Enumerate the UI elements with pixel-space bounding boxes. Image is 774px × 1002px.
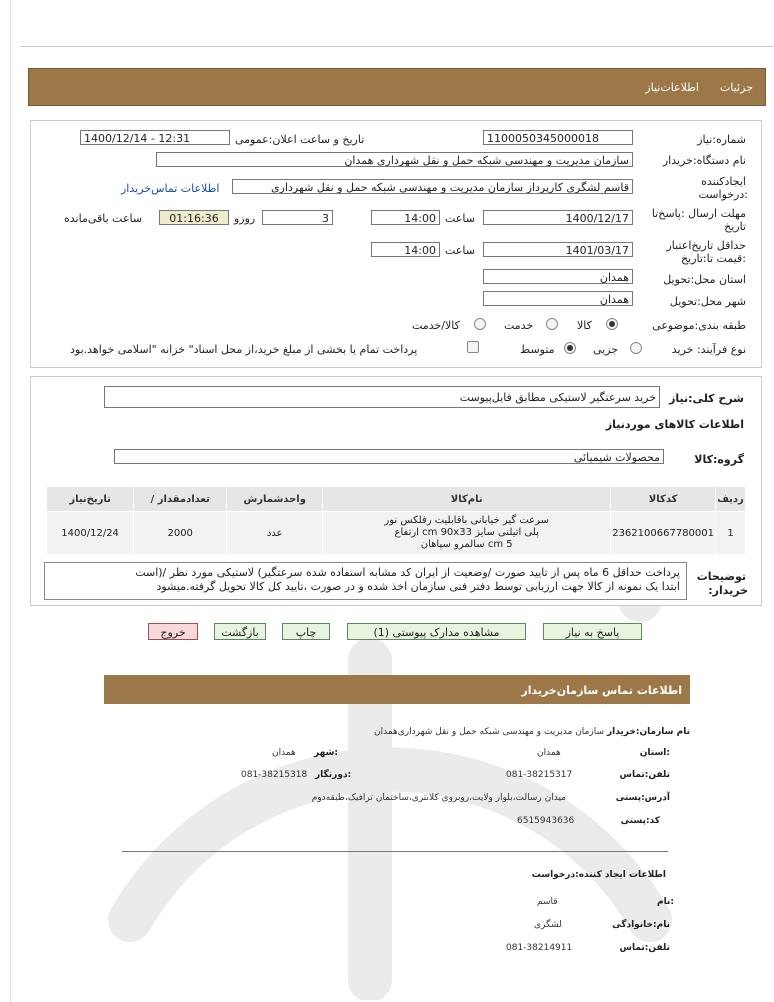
days-field: 3 — [262, 210, 333, 225]
category-service-label: خدمت — [504, 319, 534, 332]
process-medium-radio[interactable] — [564, 342, 576, 354]
creator-family-label: نام:خانوادگی — [612, 920, 670, 930]
postal-value: 6515943636 — [517, 816, 575, 826]
deadline-date-field: 1400/12/17 — [483, 210, 633, 225]
validity-label-2: قیمت تا:تاریخ: — [681, 252, 746, 265]
creator-name-label: نام: — [657, 897, 674, 907]
process-minor-label: جزیی — [593, 343, 619, 356]
validity-time-label: ساعت — [445, 244, 475, 257]
validity-time-field: 14:00 — [371, 242, 440, 257]
contact-title: اطلاعات تماس سازمان‌خریدار — [521, 684, 682, 697]
category-service-radio[interactable] — [546, 318, 558, 330]
goods-group-label: گروه:کالا — [694, 453, 744, 466]
tab-need-info[interactable]: اطلاعات‌نیاز — [645, 81, 699, 94]
row-name-line-2: پلی اتیلنی سایز cm 90x33 ارتفاع — [394, 527, 539, 538]
process-minor-radio[interactable] — [630, 342, 642, 354]
announce-field: 1400/12/14 - 12:31 — [80, 130, 230, 145]
city-label: شهر محل:تحویل — [669, 295, 746, 308]
need-number-field: 1100050345000018 — [483, 130, 633, 145]
col-row: ردیف — [716, 487, 746, 512]
deadline-time-label: ساعت — [445, 212, 475, 225]
deadline-label-1: مهلت ارسال :پاسخ‌تا — [651, 207, 746, 220]
contact-fax-value: 081-38215318 — [241, 770, 308, 780]
creator-phone-value: 081-38214911 — [506, 943, 573, 953]
contact-city-value: همدان — [272, 748, 296, 758]
postal-label: کد:پستی — [620, 816, 660, 826]
goods-section-title: اطلاعات کالاهای موردنیاز — [605, 418, 744, 431]
row-qty: 2000 — [134, 512, 227, 555]
contact-city-label: شهر: — [314, 748, 338, 758]
notes-label-1: توضیحات — [696, 570, 746, 583]
back-button[interactable]: بازگشت — [214, 623, 266, 640]
validity-label-1: حداقل تاریخ‌اعتبار — [666, 239, 746, 252]
buyer-org-label: نام دستگاه:خریدار — [662, 154, 746, 167]
days-label: روزو — [234, 212, 256, 225]
creator-label-2: درخواست: — [698, 188, 748, 201]
process-label: نوع فرآیند: خرید — [671, 343, 746, 356]
left-border — [10, 0, 11, 1002]
creator-name-value: قاسم — [537, 897, 558, 907]
buyer-notes-box — [44, 562, 687, 600]
col-unit: واحدشمارش — [227, 487, 323, 512]
row-index: 1 — [716, 512, 746, 555]
row-name-line-3: 5 cm سالمرو سپاهان — [420, 539, 513, 550]
table-row — [47, 512, 746, 555]
reply-button[interactable]: پاسخ به نیاز — [543, 623, 642, 640]
validity-date-field: 1401/03/17 — [483, 242, 633, 257]
creator-info-title: اطلاعات ایجاد کننده:درخواست — [531, 870, 666, 880]
col-qty: تعدادمقدار / — [134, 487, 227, 512]
goods-table — [46, 486, 746, 555]
need-number-label: شماره:نیاز — [697, 133, 746, 146]
row-name — [323, 512, 611, 555]
creator-label-1: ایجادکننده — [701, 175, 746, 188]
deadline-time-field: 14:00 — [371, 210, 440, 225]
buyer-org-field: سازمان مدیریت و مهندسی شبکه حمل و نقل شهرداری همدان — [156, 152, 633, 167]
category-goods-label: کالا — [577, 319, 592, 332]
exit-button[interactable]: خروج — [148, 623, 198, 640]
contact-fax-label: دورنگار: — [315, 770, 352, 780]
province-field: همدان — [483, 269, 633, 284]
remaining-label: ساعت باقی‌مانده — [64, 212, 143, 225]
contact-header-bar — [104, 675, 690, 704]
creator-family-value: لشگری — [534, 920, 562, 930]
category-label: طبقه بندی:موضوعی — [652, 319, 746, 332]
details-header-bar — [28, 68, 766, 106]
goods-table-header — [47, 487, 746, 512]
row-name-line-1: سرعت گیر خیابانی باقابلیت رفلکس نور — [384, 515, 550, 526]
notes-line-1: پرداخت حداقل 6 ماه پس از تایید صورت /وضعیت از ایران کد مشابه استفاده شده سرعتگیر) لاستیکی مورد نظر /(است — [135, 566, 680, 579]
deadline-label-2: تاریخ — [724, 220, 746, 233]
print-button[interactable]: چاپ — [282, 623, 330, 640]
goods-table-wrap — [46, 486, 746, 555]
row-date: 1400/12/24 — [47, 512, 134, 555]
category-goods-service-label: کالا/خدمت — [412, 319, 460, 332]
contact-province-value: همدان — [537, 748, 561, 758]
contact-province-label: استان: — [639, 748, 670, 758]
org-value: سازمان مدیریت و مهندسی شبکه حمل و نقل شهرداری‌همدان — [373, 727, 604, 737]
buyer-contact-link[interactable]: اطلاعات تماس‌خریدار — [121, 182, 220, 195]
row-code: 2362100667780001 — [611, 512, 716, 555]
province-label: استان محل:تحویل — [663, 273, 746, 286]
remaining-timer: 01:16:36 — [159, 210, 229, 225]
creator-phone-label: تلفن:تماس — [619, 943, 670, 953]
col-date: تاریخ‌نیاز — [47, 487, 134, 512]
top-divider — [20, 46, 774, 47]
treasury-payment-checkbox[interactable] — [467, 341, 479, 353]
tab-details[interactable]: جزئیات — [720, 81, 753, 94]
notes-label-2: :خریدار — [708, 584, 748, 597]
attachments-button[interactable]: مشاهده مدارک پیوستی (1) — [347, 623, 526, 640]
treasury-payment-note: پرداخت تمام یا بخشی از مبلغ خرید،از محل اسناد" خزانه "اسلامی خواهد.بود — [70, 343, 418, 356]
goods-group-field: محصولات شیمیائی — [114, 449, 664, 464]
org-label: نام سازمان:خریدار — [606, 727, 690, 737]
row-unit: عدد — [227, 512, 323, 555]
summary-field: خرید سرعتگیر لاستیکی مطابق فایل‌پیوست — [104, 386, 660, 408]
notes-line-2: ابتدا یک نمونه از کالا جهت ارزیابی توسط دفتر فنی سازمان اخذ شده و در صورت ،تایید کل کالا تحویل گرفته.میشود — [156, 580, 680, 593]
city-field: همدان — [483, 291, 633, 306]
category-goods-radio[interactable] — [606, 318, 618, 330]
address-value: میدان رسالت،بلوار ولایت،روبروی کلانتری،ساختمان ترافیک،طبقه‌دوم — [311, 793, 566, 803]
creator-field: قاسم لشگری کارپرداز سازمان مدیریت و مهندسی شبکه حمل و نقل شهرداری — [232, 179, 633, 194]
announce-label: تاریخ و ساعت اعلان:عمومی — [235, 133, 365, 146]
address-label: آدرس:پستی — [615, 793, 670, 803]
col-name: نام‌کالا — [323, 487, 611, 512]
category-goods-service-radio[interactable] — [474, 318, 486, 330]
contact-divider — [122, 851, 668, 852]
process-medium-label: متوسط — [520, 343, 555, 356]
contact-phone-value: 081-38215317 — [506, 770, 573, 780]
contact-phone-label: تلفن:تماس — [619, 770, 670, 780]
summary-label: شرح کلی:نیاز — [669, 392, 744, 405]
col-code: کدکالا — [611, 487, 716, 512]
